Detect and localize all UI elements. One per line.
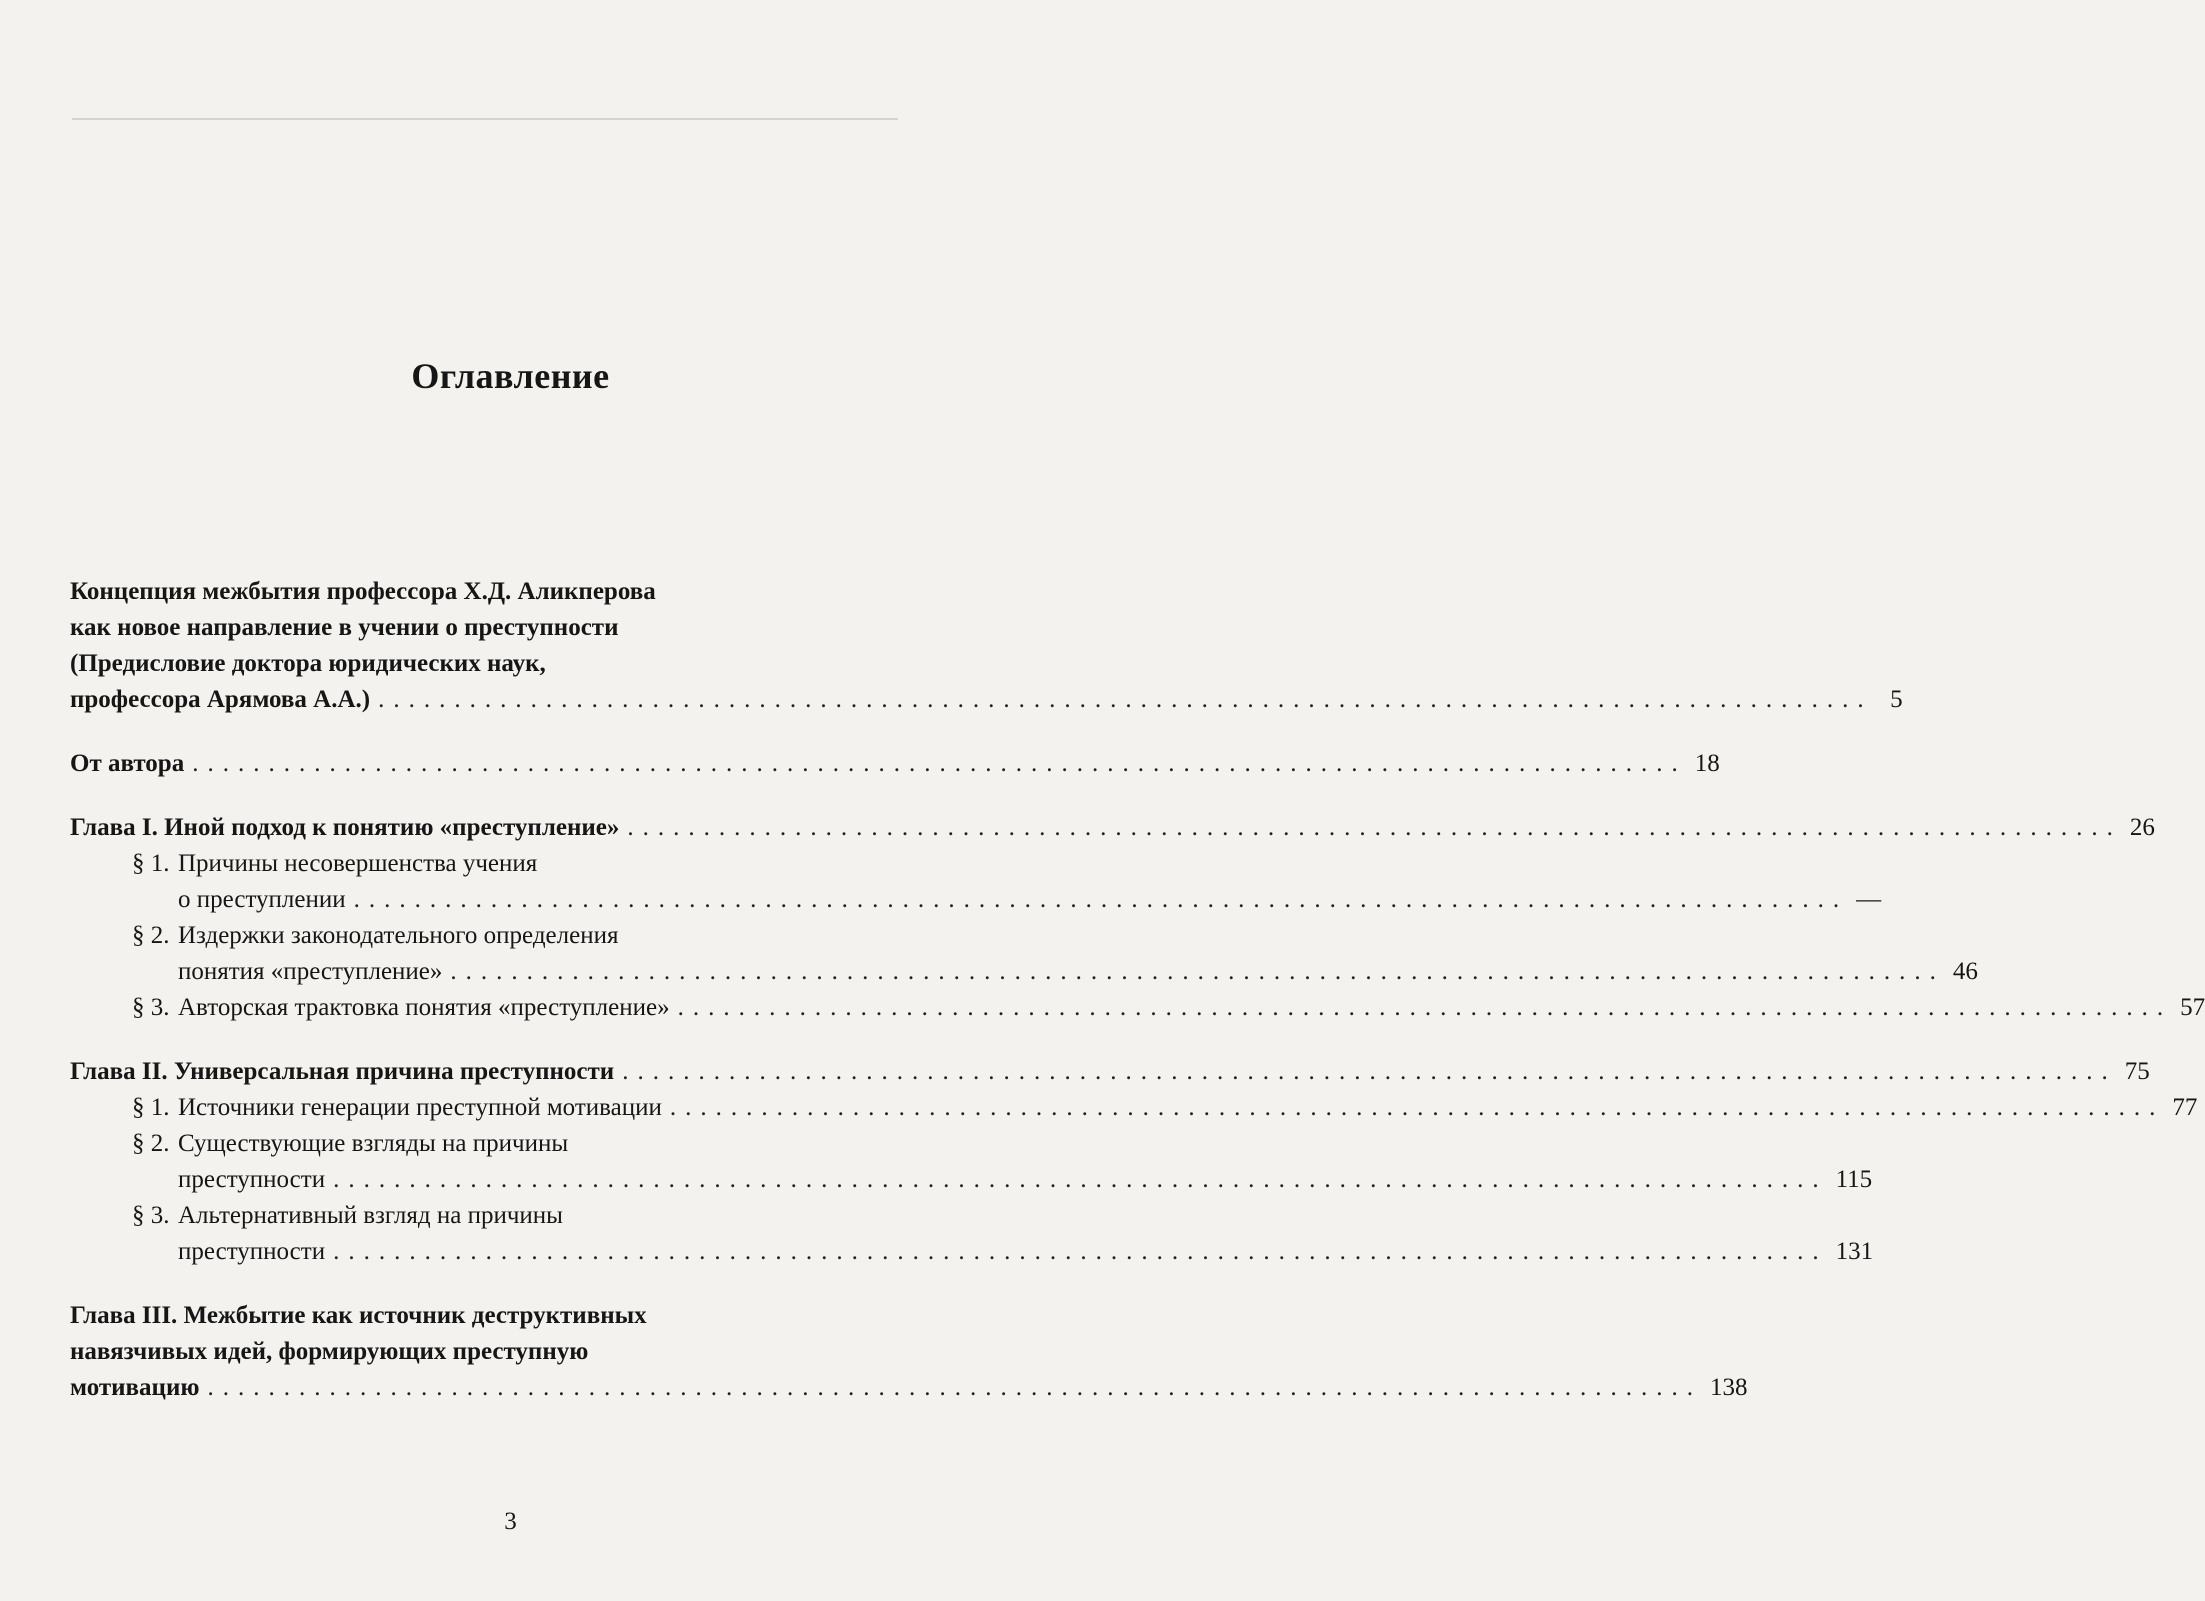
page-folio: 3 <box>504 1508 517 1535</box>
dot-leader: .................................................................................................. <box>622 1058 2117 1085</box>
preface-title-line-3: (Предисловие доктора юридических наук, <box>70 650 546 677</box>
section-title-line-2: преступности <box>178 1238 326 1265</box>
section-number: § 2. <box>132 922 170 949</box>
chapter-3-title-line-2: навязчивых идей, формирующих преступную <box>70 1338 589 1365</box>
section-number: § 3. <box>132 994 170 1021</box>
toc-entry-preface[interactable] <box>70 574 1903 718</box>
dot-leader: .................................................................................................. <box>677 994 2173 1021</box>
preface-title-line-2: как новое направление в учении о преступности <box>70 614 619 641</box>
page-number: 46 <box>1952 958 1978 985</box>
dot-leader: .................................................................................................. <box>353 886 1849 913</box>
dot-leader: .................................................................................................. <box>333 1238 1828 1265</box>
page-number: 18 <box>1694 750 1720 777</box>
dot-leader: .................................................................................................. <box>669 1094 2165 1121</box>
page-number: 26 <box>2129 814 2155 841</box>
toc-section-2-1[interactable] <box>70 1090 2198 1126</box>
page-number: 138 <box>1709 1374 1748 1401</box>
section-number: § 1. <box>132 1094 170 1121</box>
toc-section-1-2[interactable] <box>70 918 1978 990</box>
section-title-line-1: Источники генерации преступной мотивации <box>178 1094 662 1121</box>
dot-leader: .................................................................................................. <box>333 1166 1828 1193</box>
page-number: 5 <box>1890 686 1903 713</box>
preface-title-line-1: Концепция межбытия профессора Х.Д. Аликперова <box>70 578 656 605</box>
dot-leader: .................................................................................................. <box>627 814 2122 841</box>
page-number: — <box>1856 886 1882 913</box>
section-title-line-1: Авторская трактовка понятия «преступление» <box>178 994 670 1021</box>
bleed-through-rule <box>72 118 898 120</box>
toc-section-1-3[interactable] <box>70 990 2205 1026</box>
toc-entry-chapter-3[interactable] <box>70 1298 1748 1406</box>
toc-entry-chapter-1[interactable] <box>70 810 2205 1026</box>
page-number: 75 <box>2124 1058 2150 1085</box>
from-author-title: От автора <box>70 750 185 777</box>
table-of-contents <box>70 574 2205 1434</box>
toc-section-2-2[interactable] <box>70 1126 1873 1198</box>
dot-leader: .................................................................................................. <box>192 750 1687 777</box>
dot-leader: .................................................................................................. <box>378 686 1873 713</box>
section-number: § 3. <box>132 1202 170 1229</box>
toc-entry-chapter-2[interactable] <box>70 1054 2198 1270</box>
page-number: 57 <box>2180 994 2205 1021</box>
page-number: 131 <box>1835 1238 1874 1265</box>
page-number: 115 <box>1835 1166 1873 1193</box>
dot-leader: .................................................................................................. <box>207 1374 1702 1401</box>
dot-leader: .................................................................................................. <box>450 958 1945 985</box>
chapter-3-title-line-3: мотивацию <box>70 1374 200 1401</box>
section-title-line-2: о преступлении <box>178 886 346 913</box>
preface-title-line-4: профессора Арямова А.А.) <box>70 686 371 713</box>
section-title-line-1: Причины несовершенства учения <box>178 850 538 877</box>
toc-entry-from-author[interactable] <box>70 746 1720 782</box>
section-title-line-1: Альтернативный взгляд на причины <box>178 1202 563 1229</box>
toc-section-2-3[interactable] <box>70 1198 1874 1270</box>
section-title-line-2: преступности <box>178 1166 326 1193</box>
section-number: § 2. <box>132 1130 170 1157</box>
section-title-line-2: понятия «преступление» <box>178 958 443 985</box>
section-title-line-1: Издержки законодательного определения <box>178 922 619 949</box>
toc-section-1-1[interactable] <box>70 846 1882 918</box>
chapter-3-title-line-1: Глава III. Межбытие как источник деструктивных <box>70 1302 647 1329</box>
section-number: § 1. <box>132 850 170 877</box>
chapter-1-title: Глава I. Иной подход к понятию «преступление» <box>70 814 620 841</box>
chapter-2-title: Глава II. Универсальная причина преступности <box>70 1058 615 1085</box>
section-title-line-1: Существующие взгляды на причины <box>178 1130 569 1157</box>
page-number: 77 <box>2172 1094 2198 1121</box>
page-title: Оглавление <box>411 356 610 396</box>
